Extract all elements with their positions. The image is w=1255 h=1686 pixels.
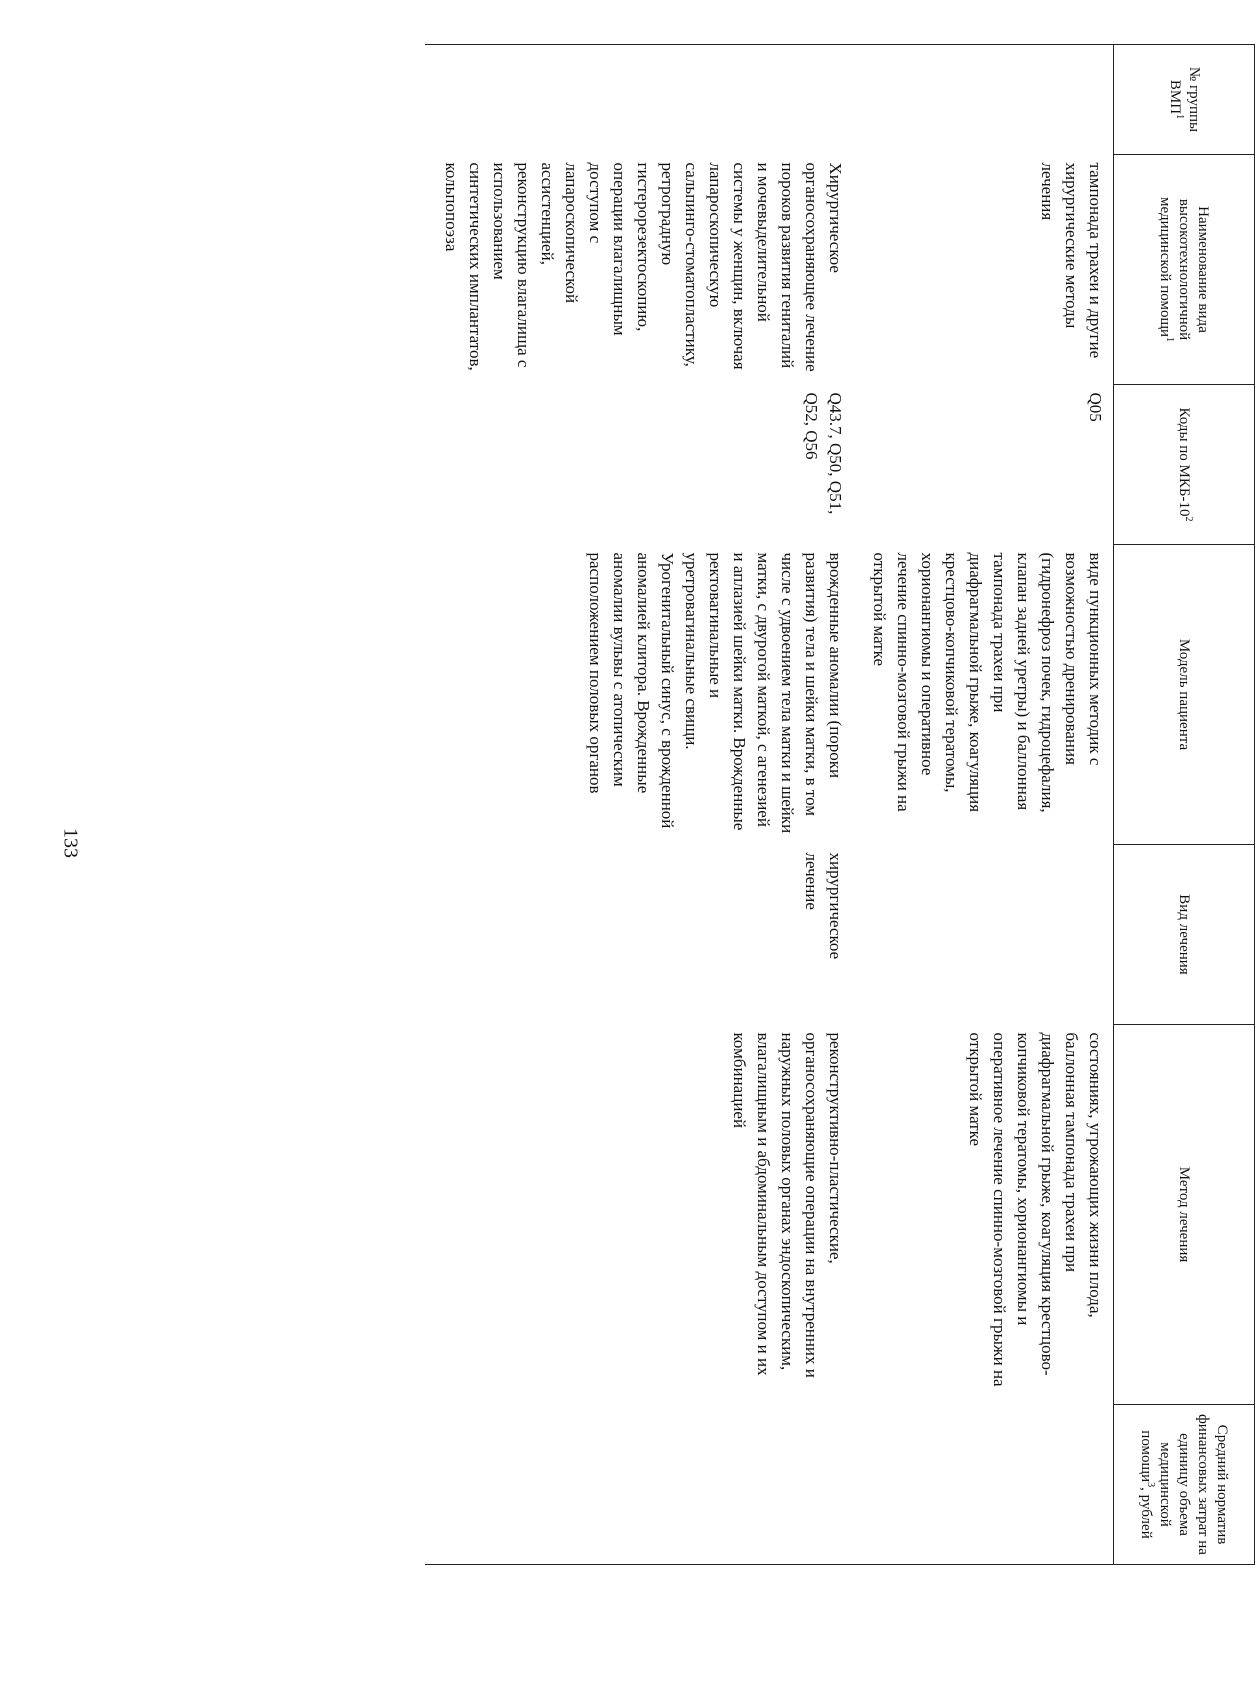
- header-patient-model: Модель пациента: [1114, 545, 1255, 845]
- cell-cost-standard: [853, 1405, 1114, 1565]
- cell-treatment-type: [853, 845, 1114, 1025]
- cell-treatment-method: реконструктивно-пластические, органосохраняющие операции на внутренних и наружных половых органах эндоскопическим, влагалищным и абдоминальным доступом и их комбинацией: [730, 1032, 845, 1378]
- header-icd-codes: Коды по МКБ-$10^2$: [1114, 385, 1255, 545]
- header-care-type: Наименование вида высокотехнологичной медицинской помощи$^1$: [1114, 155, 1255, 385]
- vmp-table: [425, 44, 1255, 1565]
- cell-group-number: [425, 45, 853, 155]
- cell-patient-model: виде пункционных методик с возможностью дренирования (гидронефроз почек, гидроцефалия, клапан задней уретры) и баллонная тампонада трахеи при диафрагмальной грыже, коагуляция крестцово-копчиковой тератомы, хорионангиомы и оперативное лечение спинно-мозговой грыжи на открытой матке: [853, 545, 1114, 845]
- header-treatment-method: Метод лечения: [1114, 1025, 1255, 1405]
- cell-group-number: [853, 45, 1114, 155]
- cell-treatment-method: состояниях, угрожающих жизни плода, баллонная тампонада трахеи при диафрагмальной грыже, коагуляция крестцово-копчиковой тератомы, хорионангиомы и оперативное лечение спинно-мозговой грыжи на открытой матке: [853, 1025, 1114, 1405]
- cell-treatment-type: хирургическое лечение: [802, 852, 845, 960]
- cell-care-type: Хирургическое органосохраняющее лечение пороков развития гениталий и мочевыделительной системы у женщин, включая лапароскопическую сальпинго-стоматопластику, ретроградную гистерорезектоскопию, операции влагалищным доступом с лапароскопической ассистенцией, реконструкцию влагалища с использованием синтетических имплантатов, кольпопоэза: [442, 162, 845, 372]
- cell-icd-codes: Q05: [853, 385, 1114, 545]
- header-treatment-type: Вид лечения: [1114, 845, 1255, 1025]
- table-row: [853, 45, 1114, 1565]
- header-cost-standard: Средний норматив финансовых затрат на единицу объема медицинской помощи$^3$, рублей: [1114, 1405, 1255, 1565]
- cell-patient-model: врожденные аномалии (пороки развития) тела и шейки матки, в том числе с удвоением тела матки и шейки матки, с двурогой маткой, с агенезией и аплазией шейки матки. Врожденные ректовагинальные и уретровагинальные свищи. Урогенитальный синус, с врожденной аномалией клитора. Врожденные аномалии вульвы с атопическим расположением половых органов: [586, 552, 845, 834]
- cell-cost-standard: [425, 1405, 853, 1565]
- header-group-number: № группы ВМП$^1$: [1114, 45, 1255, 155]
- cell-icd-codes: Q43.7, Q50, Q51, Q52, Q56: [802, 392, 845, 515]
- rotated-page-content: [135, 44, 1255, 1564]
- page-number: 133: [59, 828, 82, 858]
- table-row: [425, 45, 853, 1565]
- table-header-row: [1114, 45, 1255, 1565]
- cell-care-type: тампонада трахеи и другие хирургические методы лечения: [853, 155, 1114, 385]
